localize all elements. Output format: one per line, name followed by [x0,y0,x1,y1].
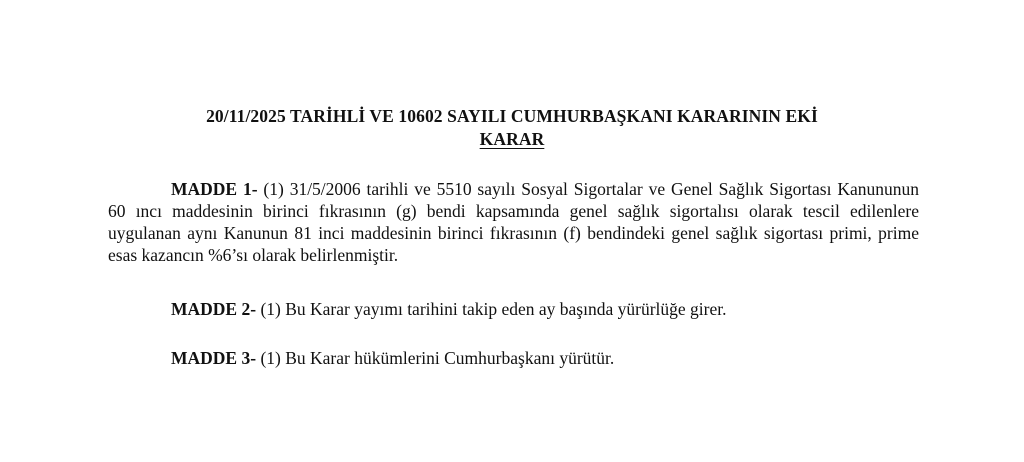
article-3-label: MADDE 3- [171,348,257,368]
title-line-2 [0,128,1024,151]
article-1-label: MADDE 1- [171,179,258,199]
document-title [0,105,1024,151]
article-3-text: (1) Bu Karar hükümlerini Cumhurbaşkanı yürütür. [260,348,615,368]
article-2-label: MADDE 2- [171,299,257,319]
article-1 [108,178,919,266]
article-1-text: (1) 31/5/2006 tarihli ve 5510 sayılı Sosyal Sigortalar ve Genel Sağlık Sigortası Kanununun 60 ıncı maddesinin birinci fıkrasının (g) bendi kapsamında genel sağlık sigortalısı olarak tescil edilenlere uygulanan aynı Kanunun 81 inci maddesinin birinci fıkrasının (f) bendindeki genel sağlık sigortası primi, prime esas kazancın %6’sı olarak belirlenmiştir. [108,179,919,265]
title-line-1: 20/11/2025 TARİHLİ VE 10602 SAYILI CUMHURBAŞKANI KARARININ EKİ [206,106,818,126]
article-3 [171,347,871,369]
title-karar: KARAR [479,129,545,149]
article-2-text: (1) Bu Karar yayımı tarihini takip eden ay başında yürürlüğe girer. [260,299,727,319]
article-2 [171,298,871,320]
